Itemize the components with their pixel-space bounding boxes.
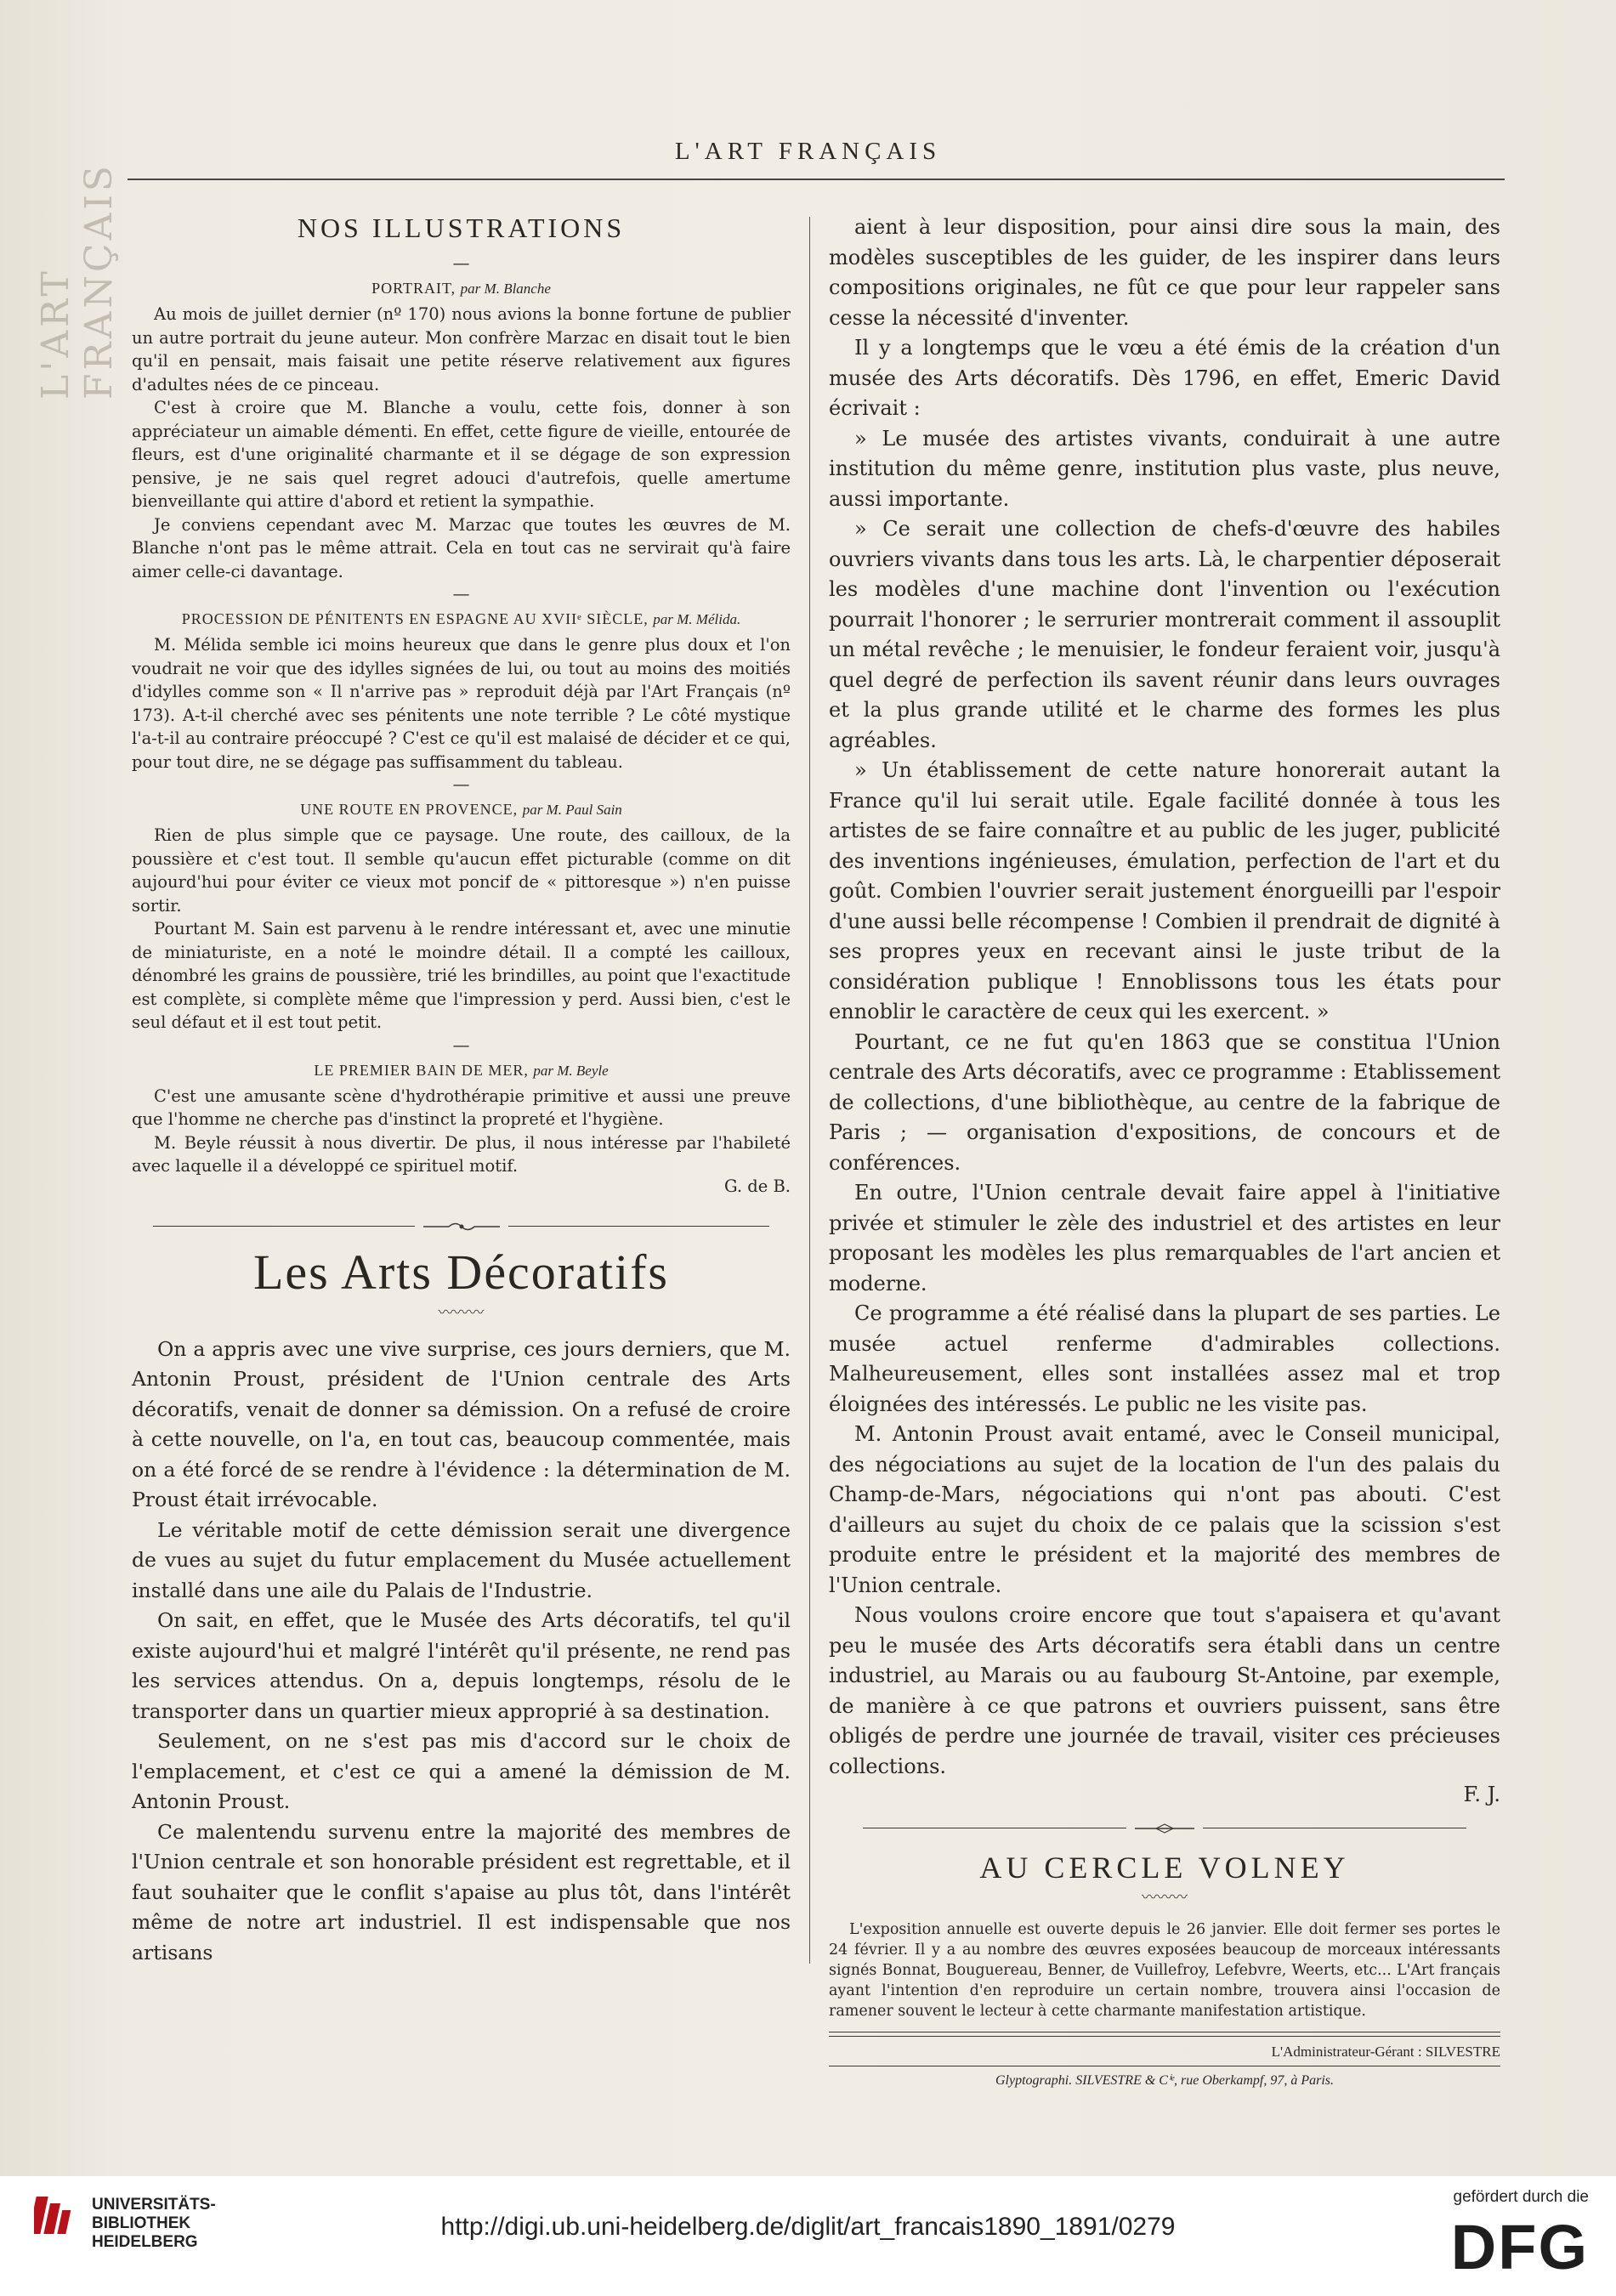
- paragraph: Il y a longtemps que le vœu a été émis de la création d'un musée des Arts décoratifs. Dès 1796, en effet, Emeric David écrivait :: [829, 336, 1500, 420]
- illustration-item: [132, 1062, 791, 1196]
- administrator-line: L'Administrateur-Gérant : SILVESTRE: [1271, 2044, 1500, 2060]
- ornament-rule: [153, 1226, 415, 1227]
- paragraph: C'est une amusante scène d'hydrothérapie primitive et aussi une preuve que l'homme ne cherche pas d'instinct la propreté et l'hygiène.: [132, 1086, 791, 1129]
- ornamental-divider: [153, 1216, 769, 1237]
- last-paragraph-with-signature: [132, 1131, 791, 1178]
- left-column: [132, 213, 791, 1968]
- illustrations-title: NOS ILLUSTRATIONS: [297, 213, 626, 243]
- funding-caption: gefördert durch die: [1453, 2188, 1589, 2206]
- item-title: PROCESSION DE PÉNITENTS EN ESPAGNE AU XVIIᵉ SIÈCLE,: [181, 610, 649, 627]
- paragraph: L'exposition annuelle est ouverte depuis le 26 janvier. Elle doit fermer ses portes le 24 février. Il y a au nombre des œuvres exposées beaucoup de morceaux intéressants signés Bonnat, Bouguereau, Benner, de Vuillefroy, Lefebvre, Weerts, etc... L'Art français ayant l'intention d'en reproduire un certain nombre, trouvera ainsi l'occasion de ramener souvent le lecteur à cette charmante manifestation artistique.: [829, 1921, 1500, 2020]
- paragraph: Le véritable motif de cette démission serait une divergence de vues au sujet du futur emplacement du Musée actuellement installé dans une aile du Palais de l'Industrie.: [132, 1517, 791, 1602]
- dash-divider: —: [452, 1034, 470, 1055]
- dash-divider: —: [452, 583, 470, 604]
- paragraph: M. Mélida semble ici moins heureux que dans le genre plus doux et l'on voudrait ne voir que des idylles signées de lui, ou tout au moins des moitiés d'idylles comme son « Il n'arrive pas » reproduit déjà par l'Art Français (nº 173). A-t-il cherché avec ses pénitents une note terrible ? Le côté mystique l'a-t-il au contraire préoccupé ? C'est ce qu'il est malaisé de décider et ce qui, pour tout dire, ne se dégage pas suffisamment du tableau.: [132, 635, 791, 772]
- double-rule: [829, 2032, 1500, 2037]
- university-name-line: UNIVERSITÄTS-: [92, 2196, 216, 2214]
- paragraph: » Ce serait une collection de chefs-d'œuvre des habiles ouvriers vivants dans tous les arts. Là, le charpentier déposerait les modèles d'une machine dont l'invention ou l'exécution pourrait l'honorer ; le serrurier montrerait comment il assouplit un métal revêche ; le menuisier, le fondeur feraient voir, jusqu'à quel degré de perfection ils savent réunir dans leurs ouvrages et la plus grande utilité et le charme des formes les plus agréables.: [829, 517, 1500, 752]
- volney-title: AU CERCLE VOLNEY: [979, 1851, 1350, 1885]
- paragraph: Rien de plus simple que ce paysage. Une route, des cailloux, de la poussière et c'est tout. Il semble qu'aucun effet picturable (comme on dit aujourd'hui pour éviter ce vieux mot poncif de « pittoresque ») n'en puisse sortir.: [132, 825, 791, 916]
- paragraph: On sait, en effet, que le Musée des Arts décoratifs, tel qu'il existe aujourd'hui et malgré l'intérêt qu'il présente, ne rend pas les services attendus. On a, depuis longtemps, résolu de le transporter dans un quartier mieux approprié à sa destination.: [132, 1608, 791, 1723]
- item-author: par M. Beyle: [533, 1062, 609, 1079]
- ornamental-divider: [863, 1817, 1466, 1838]
- paragraph: Ce programme a été réalisé dans la plupart de ses parties. Le musée actuel renferme d'admirables collections. Malheureusement, elles sont installées assez mal et trop éloignées des intéressés. Le public ne les visite pas.: [829, 1301, 1500, 1416]
- paragraph: M. Beyle réussit à nous divertir. De plus, il nous intéresse par l'habileté avec laquelle il a développé ce spirituel motif.: [132, 1132, 791, 1176]
- item-title: UNE ROUTE EN PROVENCE,: [300, 801, 519, 818]
- paragraph: Nous voulons croire encore que tout s'apaisera et qu'avant peu le musée des Arts décoratifs sera établi dans un centre industriel, au Marais ou au faubourg St-Antoine, par exemple, de manière à ce que patrons et ouvriers puissent, sans être obligés de perdre une journée de travail, visiter ces précieuses collections.: [829, 1603, 1500, 1778]
- item-title: LE PREMIER BAIN DE MER,: [314, 1061, 529, 1079]
- paragraph: M. Antonin Proust avait entamé, avec le Conseil municipal, des négociations au sujet de la location de l'un des palais du Champ-de-Mars, négociations qui n'ont pas abouti. C'est d'ailleurs au sujet du choix de ce palais que la scission s'est produite entre le président et la majorité des membres de l'Union centrale.: [829, 1422, 1500, 1597]
- header-rule: [128, 179, 1505, 180]
- illustration-item: [132, 801, 791, 1035]
- university-name-line: HEIDELBERG: [92, 2233, 198, 2251]
- paragraph: » Un établissement de cette nature honorerait autant la France qu'il lui serait utile. Egale facilité donnée à tous les artistes de se faire connaître et au public de les juger, publicité des inventions ingénieuses, émulation, perfection de l'art et du goût. Combien l'ouvrier serait justement énorgueilli par l'espoir d'une aussi belle récompense ! Combien il prendrait de dignité à ses propres yeux en recevant ainsi le juste tribut de la considération publique ! Ennoblissons tous les états pour ennoblir le caractère de ceux qui les exercent. »: [829, 758, 1500, 1023]
- paragraph: » Le musée des artistes vivants, conduirait à une autre institution du même genre, institution plus vaste, plus neuve, aussi importante.: [829, 426, 1500, 511]
- paragraph: Pourtant M. Sain est parvenu à le rendre intéressant et, avec une minutie de miniaturiste, en a noté le moindre détail. Il a compté les cailloux, dénombré les grains de poussière, trié les brindilles, au point que l'exactitude est complète, si complète même que l'impression y perd. Aussi bien, c'est le seul défaut et il est tout petit.: [132, 919, 791, 1032]
- paragraph: Au mois de juillet dernier (nº 170) nous avions la bonne fortune de publier un autre portrait du jeune auteur. Mon confrère Marzac en disait tout le bien qu'il en pensait, mais faisait une petite réserve relativement aux figures d'adultes nées de ce pinceau.: [132, 304, 791, 394]
- paragraph: aient à leur disposition, pour ainsi dire sous la main, des modèles susceptibles de les guider, de les inspirer dans leurs compositions originales, ne fût ce que pour leur rappeler sans cesse la nécessité d'inventer.: [829, 215, 1500, 330]
- item-heading: [132, 610, 791, 628]
- signature: F. J.: [1463, 1783, 1500, 1806]
- right-column: [829, 213, 1500, 2089]
- paragraph: Je conviens cependant avec M. Marzac que toutes les œuvres de M. Blanche n'ont pas le même attrait. Cela en tout cas ne servirait qu'à faire aimer celle-ci davantage.: [132, 514, 791, 581]
- paragraph: En outre, l'Union centrale devait faire appel à l'initiative privée et stimuler le zèle des industriel et des artistes en leur proposant les modèles les plus remarquables de l'art ancien et moderne.: [829, 1181, 1500, 1295]
- source-url-link[interactable]: http://digi.ub.uni-heidelberg.de/diglit/art_francais1890_1891/0279: [440, 2213, 1176, 2241]
- item-title: PORTRAIT,: [371, 280, 456, 297]
- dash-divider: —: [452, 774, 470, 794]
- ornament-rule: [508, 1226, 770, 1227]
- volney-body: [829, 1919, 1500, 2021]
- article-body-right: [829, 213, 1500, 1807]
- illustration-item: [132, 280, 791, 583]
- item-heading: [132, 1062, 791, 1080]
- university-name-line: BIBLIOTHEK: [92, 2214, 191, 2232]
- paragraph: C'est à croire que M. Blanche a voulu, cette fois, donner à son appréciateur un aimable démenti. En effet, cette figure de vieille, entourée de fleurs, est d'une originalité charmante et il se dégage de son expression pensive, je ne sais quel regret adouci d'autrefois, quelle amertume bienveillante qui attire d'abord et retient la sympathie.: [132, 398, 791, 511]
- signature: G. de B.: [723, 1176, 791, 1196]
- ornament-icon: [1126, 1817, 1203, 1838]
- article-title: Les Arts Décoratifs: [253, 1244, 669, 1300]
- paragraph: Seulement, on ne s'est pas mis d'accord sur le choix de l'emplacement, et c'est ce qui a amené la démission de M. Antonin Proust.: [132, 1729, 791, 1813]
- illustration-item: [132, 610, 791, 774]
- ornament-icon: [415, 1216, 508, 1237]
- title-squiggle: 〰〰〰: [1142, 1889, 1188, 1907]
- item-heading: [132, 280, 791, 298]
- dash-divider: —: [452, 252, 470, 273]
- item-author: par M. Blanche: [460, 281, 551, 297]
- item-author: par M. Mélida.: [653, 611, 741, 627]
- column-rule: [809, 217, 810, 1964]
- running-head: L'ART FRANÇAIS: [674, 138, 942, 165]
- title-squiggle: 〰〰〰: [438, 1303, 485, 1322]
- paragraph: On a appris avec une vive surprise, ces jours derniers, que M. Antonin Proust, président de l'Union centrale des Arts décoratifs, venait de donner sa démission. On a refusé de croire à cette nouvelle, on l'a, en tout cas, beaucoup commentée, mais on a été forcé de se rendre à l'évidence : la détermination de M. Proust était irrévocable.: [132, 1336, 791, 1511]
- paragraph: Ce malentendu survenu entre la majorité des membres de l'Union centrale et son honorable président est regrettable, et il faut souhaiter que le conflit s'apaise au plus tôt, dans l'intérêt même de notre art industriel. Il est indispensable que nos artisans: [132, 1819, 791, 1964]
- article-body-left: [132, 1335, 791, 1969]
- item-heading: [132, 801, 791, 819]
- item-author: par M. Paul Sain: [522, 802, 622, 818]
- printer-line: Glyptographi. SILVESTRE & Cⁱᵉ, rue Oberkampf, 97, à Paris.: [995, 2073, 1334, 2088]
- paragraph: Pourtant, ce ne fut qu'en 1863 que se constitua l'Union centrale des Arts décoratifs, avec ce programme : Etablissement de collections, d'une bibliothèque, au centre de la fabrique de Paris ; — organisation d'expositions, de concours et de conférences.: [829, 1029, 1500, 1175]
- bleed-through-text: L'ART FRANÇAIS: [34, 162, 121, 400]
- dfg-logo: DFG: [1450, 2212, 1589, 2282]
